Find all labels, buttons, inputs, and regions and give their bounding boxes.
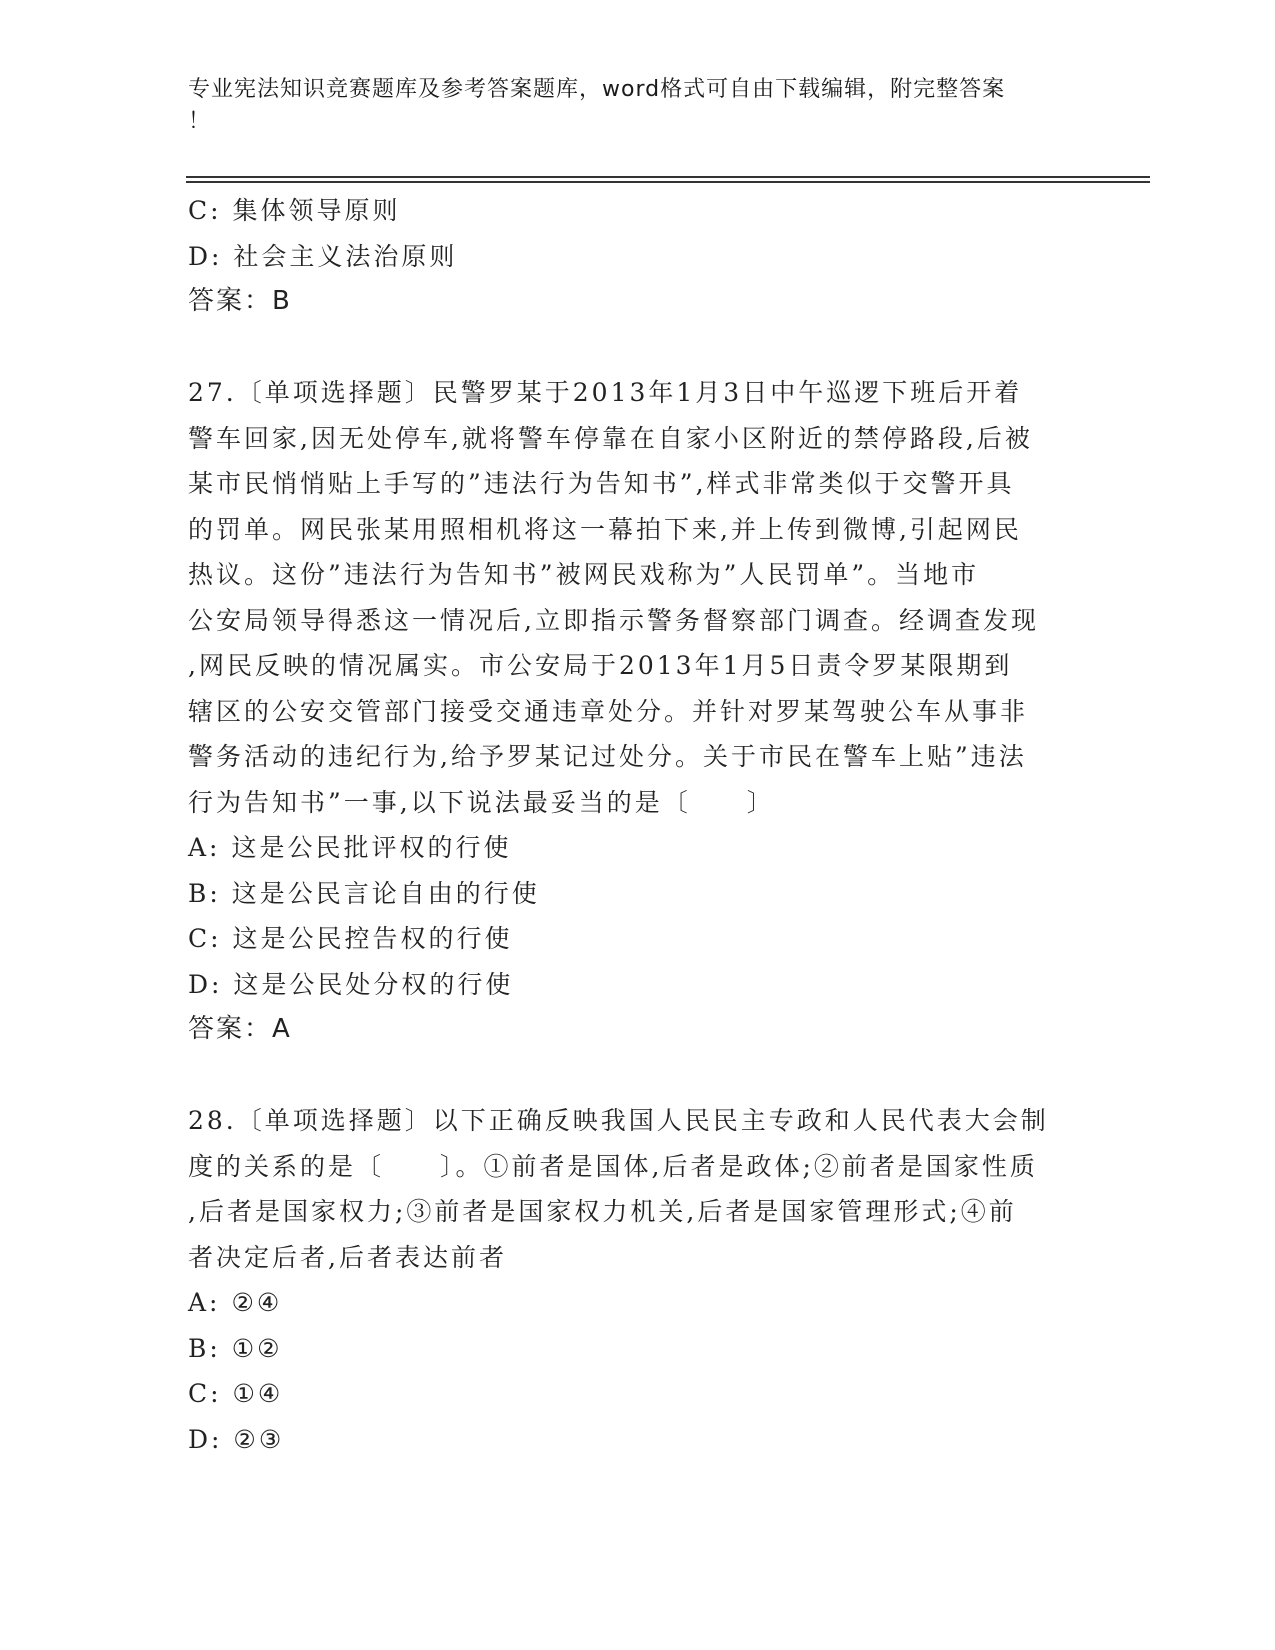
option-label: D: <box>188 1424 223 1454</box>
question-stem-line: 某市民悄悄贴上手写的”违法行为告知书”,样式非常类似于交警开具 <box>188 469 1015 498</box>
option-text: 社会主义法治原则 <box>233 241 458 271</box>
option-label: A: <box>188 1288 221 1317</box>
option-label: C: <box>188 1379 222 1408</box>
option-c <box>188 916 1088 962</box>
option-text: ①② <box>231 1333 283 1363</box>
question-stem-line: ,后者是国家权力;③前者是国家权力机关,后者是国家管理形式;④前 <box>188 1197 1017 1226</box>
option-d <box>188 962 1088 1008</box>
header-title-line-2: ！ <box>188 109 212 134</box>
question-stem-line: 的罚单。网民张某用照相机将这一幕拍下来,并上传到微博,引起网民 <box>188 514 1022 544</box>
option-text: 集体领导原则 <box>232 196 401 225</box>
option-label: B: <box>188 1333 221 1363</box>
option-label: A: <box>188 833 221 862</box>
header-title-line-1: 专业宪法知识竞赛题库及参考答案题库，word格式可自由下载编辑，附完整答案 <box>188 77 1006 102</box>
question-stem-line: 警务活动的违纪行为,给予罗某记过处分。关于市民在警车上贴”违法 <box>188 742 1027 771</box>
option-text: 这是公民批评权的行使 <box>231 833 512 862</box>
question-27 <box>188 370 1088 1053</box>
option-b <box>188 871 1088 917</box>
option-text: ②④ <box>231 1288 283 1317</box>
spacer <box>188 325 1088 371</box>
answer-line: 答案：A <box>188 1014 292 1044</box>
option-a <box>188 825 1088 871</box>
option-a <box>188 1280 1088 1326</box>
option-text: 这是公民言论自由的行使 <box>231 878 540 908</box>
document-body <box>188 188 1088 1462</box>
answer-line: 答案：B <box>188 286 292 316</box>
question-stem-line: 行为告知书”一事,以下说法最妥当的是〔 〕 <box>188 787 775 817</box>
option-label: D: <box>188 241 223 271</box>
question-stem-line: 度的关系的是〔 〕。①前者是国体,后者是政体;②前者是国家性质 <box>188 1151 1038 1181</box>
option-label: D: <box>188 969 223 999</box>
question-stem-line: ,网民反映的情况属实。市公安局于2013年1月5日责令罗某限期到 <box>188 651 1013 680</box>
question-28 <box>188 1098 1088 1462</box>
spacer <box>188 1053 1088 1099</box>
option-b <box>188 1326 1088 1372</box>
option-label: B: <box>188 878 221 908</box>
question-stem-line: 27.〔单项选择题〕民警罗某于2013年1月3日中午巡逻下班后开着 <box>188 378 1023 407</box>
option-text: 这是公民控告权的行使 <box>232 924 513 953</box>
option-label: C: <box>188 196 222 225</box>
option-d <box>188 234 1088 280</box>
option-d <box>188 1417 1088 1463</box>
option-text: 这是公民处分权的行使 <box>233 969 514 999</box>
previous-question-tail <box>188 188 1088 325</box>
header-divider-bottom <box>186 181 1150 183</box>
option-c <box>188 1371 1088 1417</box>
question-stem-line: 热议。这份”违法行为告知书”被网民戏称为”人民罚单”。当地市 <box>188 560 980 589</box>
option-text: ①④ <box>232 1379 284 1408</box>
question-stem-line: 辖区的公安交管部门接受交通违章处分。并针对罗某驾驶公车从事非 <box>188 696 1029 726</box>
question-stem-line: 公安局领导得悉这一情况后,立即指示警务督察部门调查。经调查发现 <box>188 605 1039 635</box>
option-text: ②③ <box>233 1424 285 1454</box>
question-stem-line: 28.〔单项选择题〕以下正确反映我国人民民主专政和人民代表大会制 <box>188 1106 1049 1135</box>
question-stem-line: 者决定后者,后者表达前者 <box>188 1242 507 1272</box>
option-c <box>188 188 1088 234</box>
question-stem-line: 警车回家,因无处停车,就将警车停靠在自家小区附近的禁停路段,后被 <box>188 423 1033 453</box>
header-divider-top <box>186 176 1150 178</box>
option-label: C: <box>188 924 222 953</box>
page-header <box>188 74 1068 138</box>
